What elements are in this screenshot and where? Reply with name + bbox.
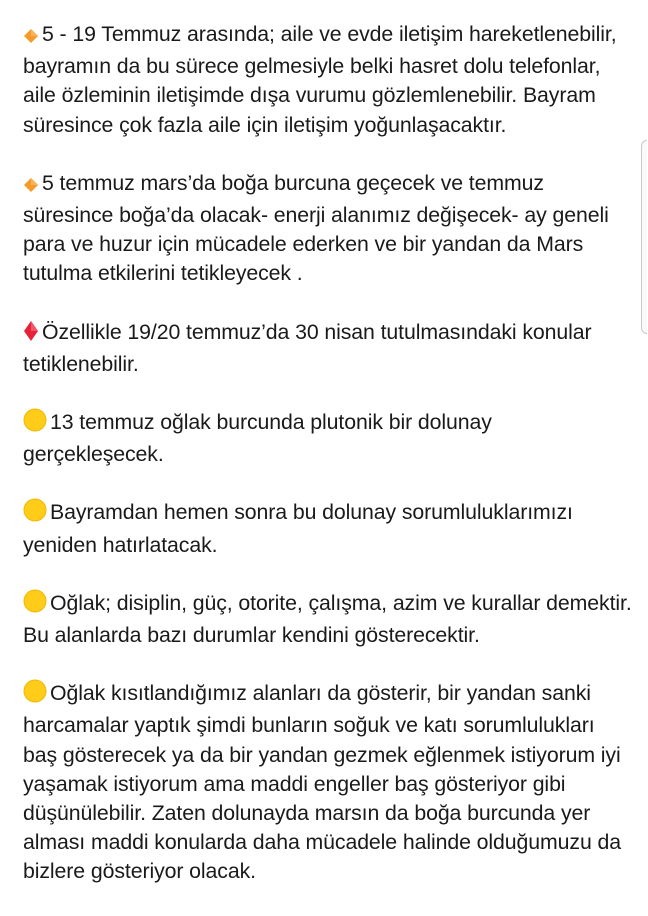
paragraph-text: Bayramdan hemen sonra bu dolunay sorumluluklarımızı yeniden hatırlatacak. — [23, 500, 573, 557]
orange-diamond-icon — [23, 172, 39, 201]
paragraph-text: Oğlak; disiplin, güç, otorite, çalışma, azim ve kurallar demektir. Bu alanlarda bazı durumlar kendini gösterecektir. — [23, 590, 632, 648]
red-diamond-icon — [23, 320, 39, 350]
paragraph-text: Özellikle 19/20 temmuz’da 30 nisan tutulmasındaki konular tetiklenebilir. — [23, 319, 592, 376]
paragraph-text: 5 temmuz mars’da boğa burcuna geçecek ve temmuz süresince boğa’da olacak- enerji alanımız değişecek- ay geneli para ve huzur için mücadele ederken ve bir yandan da Mars tutulma etkilerini tetikleyecek . — [23, 170, 609, 286]
paragraph-7 — [23, 679, 633, 886]
paragraph-3 — [23, 318, 633, 379]
paragraph-4 — [23, 408, 633, 469]
orange-diamond-icon — [23, 23, 39, 52]
post-text — [23, 20, 633, 916]
paragraph-1 — [23, 20, 633, 140]
paragraph-text: 13 temmuz oğlak burcunda plutonik bir dolunay gerçekleşecek. — [23, 410, 492, 467]
paragraph-text: 5 - 19 Temmuz arasında; aile ve evde iletişim hareketlenebilir, bayramın da bu sürece gelmesiyle belki hasret dolu telefonlar, aile özleminin iletişimde dışa vurumu gözlemlenebilir. Bayram süresince çok fazla aile için iletişim yoğunlaşacaktır. — [23, 22, 617, 137]
paragraph-2 — [23, 169, 633, 289]
scrollbar-thumb[interactable] — [641, 140, 647, 334]
paragraph-5 — [23, 498, 633, 559]
yellow-circle-icon — [23, 679, 47, 711]
paragraph-6 — [23, 589, 633, 650]
yellow-circle-icon — [23, 498, 47, 530]
yellow-circle-icon — [23, 589, 47, 621]
yellow-circle-icon — [23, 408, 47, 440]
paragraph-text: Oğlak kısıtlandığımız alanları da gösterir, bir yandan sanki harcamalar yaptık şimdi bunların soğuk ve katı sorumlulukları baş gösterecek ya da bir yandan gezmek eğlenmek istiyorum iyi yaşamak istiyorum ama maddi engeller baş gösteriyor gibi düşünülebilir. Zaten dolunayda marsın da boğa burcunda yer alması maddi konularda daha mücadele halinde olduğumuzu da bizlere gösteriyor olacak. — [23, 681, 622, 884]
